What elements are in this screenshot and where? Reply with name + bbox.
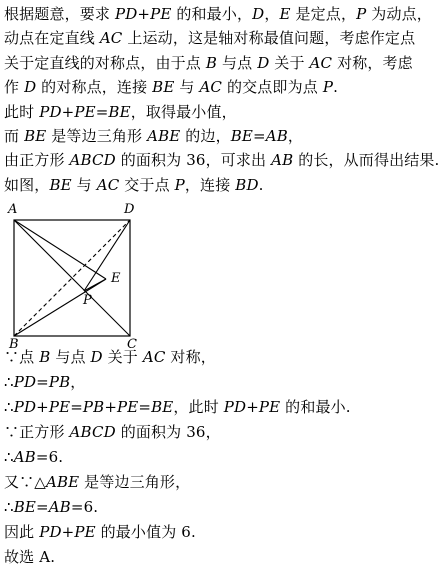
text-run: . (333, 78, 338, 97)
math-variable: D (257, 53, 270, 72)
text-run: 由正方形 (4, 151, 70, 170)
math-variable: PE (48, 398, 71, 417)
math-variable: PB (82, 398, 105, 417)
text-run: 的面积为 36，可求出 (115, 151, 272, 170)
text-run: 交于点 (119, 175, 175, 194)
analysis-line (4, 173, 442, 197)
math-variable: D (90, 348, 103, 367)
text-run: 的边， (180, 127, 231, 146)
math-variable: PD (223, 398, 247, 417)
analysis-line (4, 26, 442, 50)
text-run: ∵正方形 (4, 423, 70, 442)
math-variable: PD (114, 5, 138, 23)
text-run: = (35, 498, 49, 517)
analysis-line (4, 148, 442, 172)
text-run: 与点 (217, 53, 258, 72)
text-run: 关于定直线的对称点，由于点 (4, 53, 206, 72)
math-variable: AB (13, 448, 36, 467)
text-run: =6. (35, 448, 64, 467)
solution-line (4, 520, 442, 545)
label-a: A (8, 202, 18, 218)
text-run: = (95, 102, 109, 121)
text-run: 与 (71, 175, 97, 194)
text-run: 上运动，这是轴对称最值问题，考虑作定点 (122, 29, 416, 48)
math-variable: AC (99, 29, 123, 48)
math-variable: BE (108, 102, 131, 121)
math-variable: BD (235, 175, 259, 194)
math-variable: PD (13, 398, 37, 417)
math-variable: B (39, 348, 51, 367)
math-variable: BE (151, 398, 174, 417)
math-variable: P (322, 78, 334, 97)
text-run: 关于 (102, 348, 143, 367)
math-variable: PE (74, 102, 96, 121)
label-p: P (83, 293, 92, 309)
analysis-paragraph (4, 2, 442, 197)
text-run: ∴ (4, 398, 14, 417)
solution-line (4, 370, 442, 395)
math-variable: B (205, 53, 218, 72)
text-run: + (61, 102, 75, 121)
math-variable: AC (199, 78, 223, 97)
solution-line (4, 495, 442, 520)
segment-pd (84, 220, 130, 291)
text-run: 是定点， (290, 5, 357, 23)
text-run: + (246, 398, 259, 417)
text-run: + (36, 398, 49, 417)
text-run: 对称， (165, 348, 216, 367)
text-run: 如图， (4, 175, 50, 194)
math-variable: BE (49, 175, 72, 194)
text-run: 而 (4, 127, 25, 146)
label-c: C (127, 337, 137, 353)
text-run: 的交点即为点 (222, 78, 323, 97)
math-variable: ABCD (69, 423, 116, 442)
text-run: 与 (174, 78, 200, 97)
text-run: 又∵△ (4, 473, 46, 492)
text-run: 动点在定直线 (4, 29, 100, 48)
text-run: 根据题意，要求 (4, 5, 115, 23)
text-run: ∴ (4, 373, 14, 392)
analysis-line (4, 75, 442, 99)
solution-line (4, 545, 442, 570)
math-variable: PD (39, 523, 62, 542)
analysis-line (4, 51, 442, 75)
text-run: 的和最小. (280, 398, 351, 417)
text-run: ， (264, 5, 280, 23)
text-run: = (36, 373, 49, 392)
math-variable: E (279, 5, 291, 23)
text-run: 的长，从而得出结果. (293, 151, 440, 170)
text-run: . (258, 175, 264, 194)
math-variable: ABCD (69, 151, 116, 170)
math-variable: D (252, 5, 265, 23)
math-variable: D (24, 78, 37, 97)
segment-be (14, 279, 106, 336)
math-variable: PE (117, 398, 139, 417)
math-variable: AB (48, 498, 71, 517)
text-run: 因此 (4, 523, 40, 542)
math-variable: ABE (46, 473, 80, 492)
square-diagram (4, 201, 144, 341)
math-variable: ABE (147, 127, 181, 146)
text-run: ∴ (4, 498, 14, 517)
label-e: E (111, 271, 121, 287)
text-run: = (70, 398, 83, 417)
text-run: ，此时 (173, 398, 224, 417)
text-run: 关于 (269, 53, 310, 72)
text-run: = (138, 398, 152, 417)
math-variable: BE (230, 127, 254, 146)
text-run: 的面积为 36， (115, 423, 221, 442)
text-run: 与点 (50, 348, 91, 367)
math-variable: P (356, 5, 367, 23)
text-run: 作 (4, 78, 25, 97)
text-run: 的和最小， (171, 5, 253, 23)
math-variable: AC (309, 53, 333, 72)
text-run: ， (70, 373, 86, 392)
text-run: + (61, 523, 75, 542)
text-run: ，连接 (184, 175, 236, 194)
text-run: ∴ (4, 448, 14, 467)
analysis-line (4, 2, 442, 26)
solution-line (4, 445, 442, 470)
math-variable: PB (48, 373, 71, 392)
math-variable: PE (150, 5, 172, 23)
segment-ae (14, 220, 106, 279)
text-run: 对称，考虑 (332, 53, 413, 72)
math-variable: AB (271, 151, 294, 170)
math-variable: P (174, 175, 185, 194)
text-run: 为动点， (366, 5, 432, 23)
text-run: 是等边三角形， (79, 473, 191, 492)
solution-line (4, 395, 442, 420)
geometry-figure (4, 201, 144, 353)
label-b: B (9, 337, 19, 353)
text-run: ∵点 (4, 348, 40, 367)
math-variable: BE (13, 498, 36, 517)
text-run: 是等边三角形 (46, 127, 148, 146)
math-variable: AB (265, 127, 288, 146)
text-run: 故选 A. (4, 548, 56, 567)
text-run: 此时 (4, 102, 40, 121)
math-variable: PE (74, 523, 96, 542)
math-variable: BE (152, 78, 175, 97)
math-variable: AC (142, 348, 166, 367)
analysis-line (4, 100, 442, 124)
text-run: = (253, 127, 266, 146)
solution-line (4, 345, 442, 370)
math-variable: PE (258, 398, 281, 417)
text-run: + (104, 398, 118, 417)
text-run: ，取得最小值， (130, 102, 237, 121)
text-run: ， (287, 127, 304, 146)
solution-steps (4, 345, 442, 570)
math-variable: PD (13, 373, 37, 392)
text-run: 的对称点，连接 (36, 78, 153, 97)
text-run: =6. (70, 498, 99, 517)
analysis-line (4, 124, 442, 148)
math-variable: AC (96, 175, 120, 194)
math-variable: PD (39, 102, 62, 121)
text-run: + (137, 5, 151, 23)
text-run: 的最小值为 6. (95, 523, 196, 542)
solution-line (4, 470, 442, 495)
label-d: D (124, 202, 135, 218)
math-variable: BE (24, 127, 47, 146)
solution-line (4, 420, 442, 445)
solution-document (4, 2, 442, 570)
